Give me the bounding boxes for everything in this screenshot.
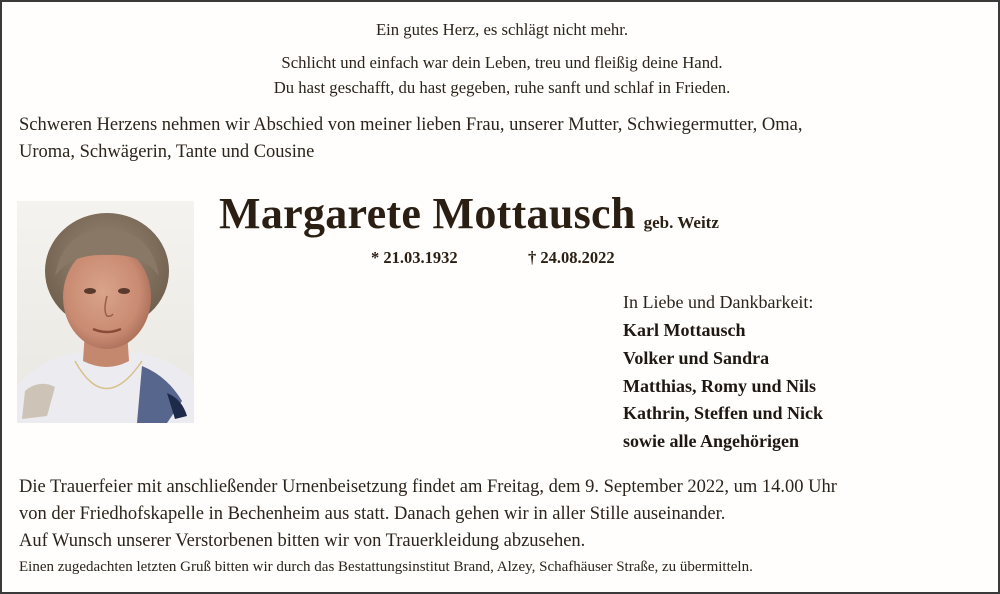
mourner-name: Karl Mottausch [623, 320, 746, 340]
portrait-photo [17, 201, 194, 423]
intro-line-2: Uroma, Schwägerin, Tante und Cousine [19, 142, 315, 162]
funeral-info-line-1: Die Trauerfeier mit anschließender Urnenbeisetzung findet am Freitag, dem 9. September 2022, um 14.00 Uhr [19, 477, 837, 497]
mourner-name: Volker und Sandra [623, 348, 770, 368]
verse-line-3: Du hast geschafft, du hast gegeben, ruhe sanft und schlaf in Frieden. [273, 78, 731, 97]
mourner-name: Kathrin, Steffen und Nick [623, 403, 824, 423]
maiden-name: geb. Weitz [643, 213, 719, 232]
mourner-name: sowie alle Angehörigen [623, 431, 799, 451]
death-date: † 24.08.2022 [528, 248, 615, 267]
funeral-info-line-4: Einen zugedachten letzten Gruß bitten wir durch das Bestattungsinstitut Brand, Alzey, Schafhäuser Straße, zu übermitteln. [19, 559, 753, 575]
funeral-info-line-3: Auf Wunsch unserer Verstorbenen bitten wir von Trauerkleidung abzusehen. [19, 531, 586, 551]
deceased-name [219, 188, 719, 239]
verse-line-2: Schlicht und einfach war dein Leben, treu und fleißig deine Hand. [281, 53, 723, 72]
intro-line-1: Schweren Herzens nehmen wir Abschied von meiner lieben Frau, unserer Mutter, Schwiegermutter, Oma, [19, 115, 803, 135]
verse-line-1: Ein gutes Herz, es schlägt nicht mehr. [375, 20, 629, 39]
deceased-full-name: Margarete Mottausch [219, 189, 636, 238]
mourner-name: Matthias, Romy und Nils [623, 376, 817, 396]
funeral-info-line-2: von der Friedhofskapelle in Bechenheim aus statt. Danach gehen wir in aller Stille auseinander. [19, 504, 726, 524]
birth-date: * 21.03.1932 [371, 248, 458, 267]
mourners-heading: In Liebe und Dankbarkeit: [623, 292, 814, 312]
